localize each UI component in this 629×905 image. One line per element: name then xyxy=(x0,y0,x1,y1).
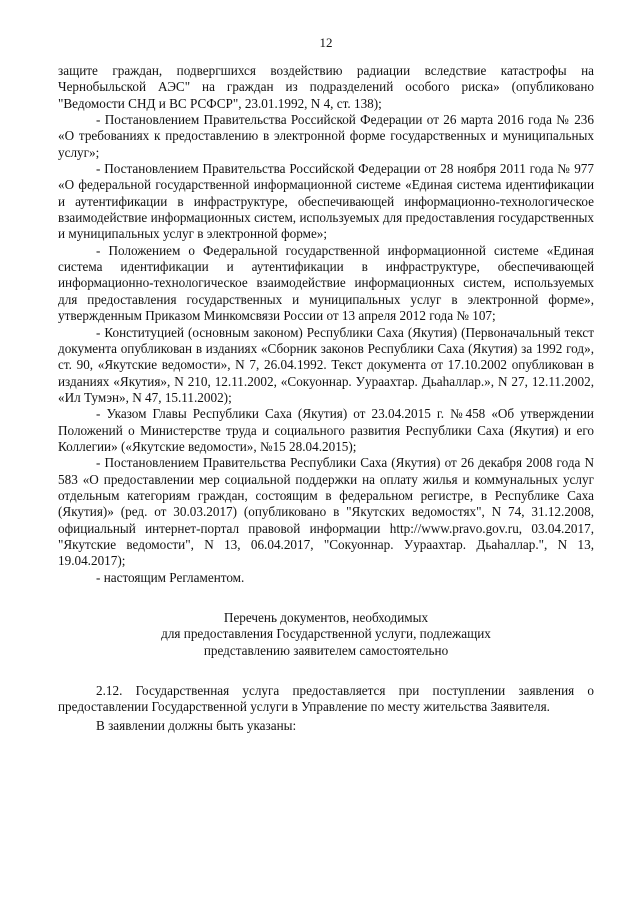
document-body xyxy=(58,63,594,734)
paragraph-decree-458: - Указом Главы Республики Саха (Якутия) от 23.04.2015 г. №458 «Об утверждении Положений о Министерстве труда и социального развития Республики Саха (Якутия) и его Коллегии» («Якутские ведомости», №15 28.04.2015); xyxy=(58,406,594,454)
paragraph-constitution: - Конституцией (основным законом) Республики Саха (Якутия) (Первоначальный текст документа опубликован в изданиях «Сборник законов Республики Саха (Якутия) за 1992 год», ст. 90, «Якутские ведомости», N 7, 26.04.1992. Текст документа от 17.10.2002 опубликован в изданиях «Якутия», N 210, 12.11.2002, «Сокуоннар. Уураахтар. Дьаһаллар.», N 27, 12.11.2002, «Ил Тумэн», N 47, 15.11.2002); xyxy=(58,324,594,405)
paragraph-application-contents: В заявлении должны быть указаны: xyxy=(96,717,297,733)
paragraph-decree-583: - Постановлением Правительства Республики Саха (Якутия) от 26 декабря 2008 года N 583 «О предоставлении мер социальной поддержки на оплату жилья и коммунальных услуг отдельным категориям граждан, состоящим в федеральном регистре, в Республике Саха (Якутия)» (ред. от 30.03.2017) (опубликовано в "Якутских ведомостях", N 74, 31.12.2008, официальный интернет-портал правовой информации http://www.pravo.gov.ru, 03.04.2017, "Якутские ведомости", N 13, 06.04.2017, "Сокуоннар. Уураахтар. Дьаһаллар.", N 13, 19.04.2017); xyxy=(58,455,594,569)
paragraph-decree-977: - Постановлением Правительства Российской Федерации от 28 ноября 2011 года № 977 «О федеральной государственной информационной системе «Единая система идентификации и аутентификации в инфраструктуре, обеспечивающей информационно-технологическое взаимодействие информационных систем, используемых для предоставления государственных и муниципальных услуг в электронной форме»; xyxy=(58,161,594,242)
page-number: 12 xyxy=(319,35,333,50)
section-heading-line: представлению заявителем самостоятельно xyxy=(203,642,449,658)
paragraph-this-regulation: - настоящим Регламентом. xyxy=(96,569,245,585)
paragraph-decree-236: - Постановлением Правительства Российской Федерации от 26 марта 2016 года № 236 «О требованиях к предоставлению в электронной форме государственных и муниципальных услуг»; xyxy=(58,112,594,160)
paragraph-regulation-esia: - Положением о Федеральной государственной информационной системе «Единая система идентификации и аутентификации в инфраструктуре, обеспечивающей информационно-технологическое взаимодействие информационных систем, используемых для предоставления государственных и муниципальных услуг в электронной форме», утвержденным Приказом Минкомсвязи России от 13 апреля 2012 года № 107; xyxy=(58,242,594,324)
section-heading-line: для предоставления Государственной услуги, подлежащих xyxy=(161,626,491,642)
paragraph-continuation: защите граждан, подвергшихся воздействию радиации вследствие катастрофы на Чернобыльской АЭС" на граждан из подразделений особого риска» (опубликовано "Ведомости СНД и ВС РСФСР", 23.01.1992, N 4, ст. 138); xyxy=(58,63,594,111)
section-heading xyxy=(58,610,594,659)
paragraph-2-12: 2.12. Государственная услуга предоставляется при поступлении заявления о предоставлении Государственной услуги в Управление по месту жительства Заявителя. xyxy=(58,683,594,715)
section-heading-line: Перечень документов, необходимых xyxy=(223,610,429,625)
